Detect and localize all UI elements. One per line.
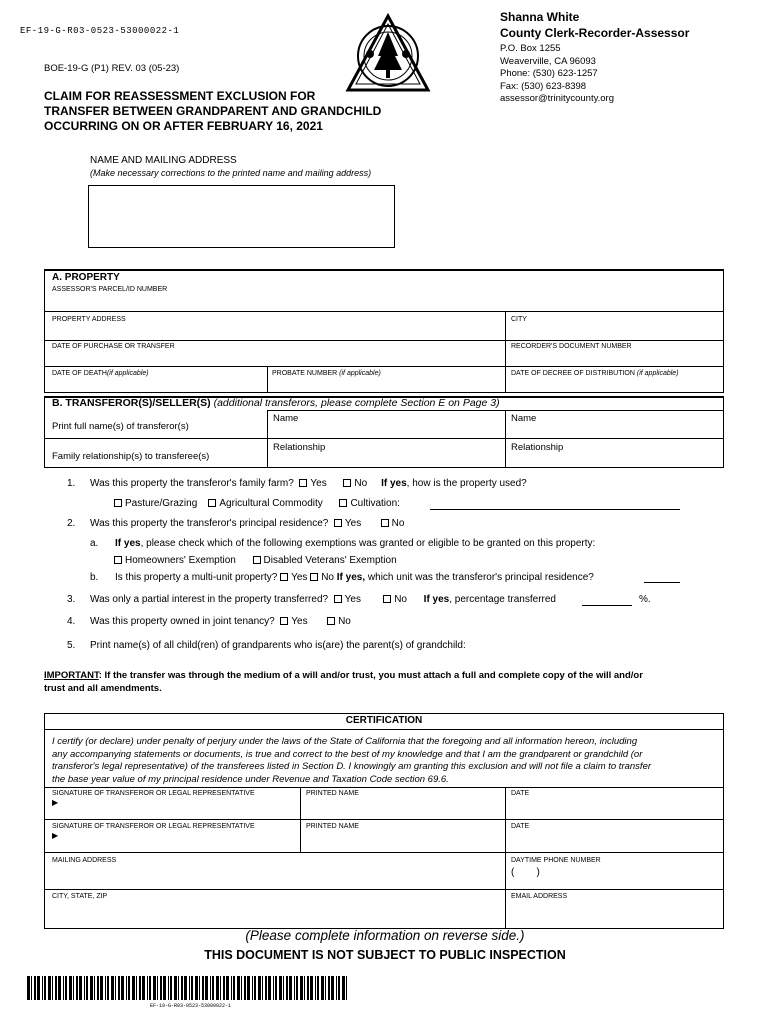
question-3: Was only a partial interest in the property transferred? Yes No If yes, percentage transferred (90, 594, 556, 605)
signature-arrow-2[interactable]: ▶ (52, 831, 59, 840)
county-seal-icon (340, 12, 436, 98)
q3-no-checkbox[interactable] (383, 595, 391, 603)
form-title: CLAIM FOR REASSESSMENT EXCLUSION FOR TRANSFER BETWEEN GRANDPARENT AND GRANDCHILD OCCURRING ON OR AFTER FEBRUARY 16, 2021 (44, 89, 382, 133)
question-1-number: 1. (67, 478, 76, 489)
unit-line[interactable] (644, 582, 680, 583)
agricultural-checkbox[interactable] (208, 499, 216, 507)
phone-field[interactable]: ( ) (511, 867, 540, 878)
email-label: EMAIL ADDRESS (511, 893, 568, 900)
phone-label: DAYTIME PHONE NUMBER (511, 857, 601, 864)
city-state-zip-label: CITY, STATE, ZIP (52, 893, 108, 900)
date-label-1: DATE (511, 790, 530, 797)
q4-no-checkbox[interactable] (327, 617, 335, 625)
transferor-names-label: Print full name(s) of transferor(s) (52, 421, 189, 432)
barcode (27, 976, 352, 1000)
certification-title: CERTIFICATION (44, 713, 724, 730)
q2-no-checkbox[interactable] (381, 519, 389, 527)
question-2-number: 2. (67, 518, 76, 529)
printed-name-label-1: PRINTED NAME (306, 790, 359, 797)
question-2a: If yes, please check which of the following exemptions was granted or eligible to be granted on this property: (115, 538, 596, 549)
question-5-number: 5. (67, 640, 76, 651)
family-relationship-label: Family relationship(s) to transferee(s) (52, 451, 210, 462)
mailing-label: NAME AND MAILING ADDRESS (90, 155, 237, 166)
q3-yes-checkbox[interactable] (334, 595, 342, 603)
city-label: CITY (511, 316, 527, 323)
q1-use-options: Pasture/Grazing Agricultural Commodity Cultivation: (114, 498, 400, 509)
signature-label-2: SIGNATURE OF TRANSFEROR OR LEGAL REPRESENTATIVE (52, 823, 255, 830)
question-4: Was this property owned in joint tenancy? Yes No (90, 616, 351, 627)
mailing-note: (Make necessary corrections to the printed name and mailing address) (90, 168, 372, 178)
signature-label-1: SIGNATURE OF TRANSFEROR OR LEGAL REPRESENTATIVE (52, 790, 255, 797)
q2-yes-checkbox[interactable] (334, 519, 342, 527)
question-5: Print name(s) of all child(ren) of grandparents who is(are) the parent(s) of grandchild: (90, 640, 466, 651)
signature-arrow-1[interactable]: ▶ (52, 798, 59, 807)
form-number: BOE-19-G (P1) REV. 03 (05-23) (44, 63, 180, 74)
purchase-date-label: DATE OF PURCHASE OR TRANSFER (52, 343, 175, 350)
relationship-field-1[interactable]: Relationship (273, 442, 326, 453)
question-1: Was this property the transferor's family farm? Yes No If yes, how is the property used? (90, 478, 527, 489)
percentage-line[interactable] (582, 605, 632, 606)
certification-text: I certify (or declare) under penalty of perjury under the laws of the State of California that the foregoing and all information hereon, including any accompanying statements or documents, is true and correct to the best of my knowledge and that I am the grandparent or grandchild (or transferor's legal representative) of the transferees listed in Section D. I knowingly am granting this exclusion and will not file a claim to transfer the base year value of my principal residence under Revenue and Taxation Code section 69.6. (52, 736, 652, 785)
barcode-text: EF-19-G-R03-0523-53000022-1 (150, 1003, 232, 1009)
official-block: Shanna White County Clerk-Recorder-Assessor (500, 10, 690, 40)
mailing-address-label: MAILING ADDRESS (52, 857, 117, 864)
cultivation-line[interactable] (430, 509, 680, 510)
important-notice: IMPORTANT: If the transfer was through the medium of a will and/or trust, you must attach a full and complete copy of the will and/or trust and all amendments. (44, 670, 643, 694)
decree-label: DATE OF DECREE OF DISTRIBUTION (if applicable) (511, 370, 679, 377)
q1-yes-checkbox[interactable] (299, 479, 307, 487)
section-b-title: B. TRANSFEROR(S)/SELLER(S) (additional transferors, please complete Section E on Page 3) (52, 397, 500, 409)
date-label-2: DATE (511, 823, 530, 830)
section-a-title: A. PROPERTY (52, 272, 120, 283)
percent-sign: %. (639, 594, 651, 605)
property-address-label: PROPERTY ADDRESS (52, 316, 126, 323)
form-code: EF-19-G-R03-0523-53000022-1 (20, 26, 180, 36)
pasture-checkbox[interactable] (114, 499, 122, 507)
q1-no-checkbox[interactable] (343, 479, 351, 487)
relationship-field-2[interactable]: Relationship (511, 442, 564, 453)
reverse-side-note: (Please complete information on reverse side.) (245, 928, 525, 943)
cultivation-checkbox[interactable] (339, 499, 347, 507)
question-2b: Is this property a multi-unit property? Yes No If yes, which unit was the transferor's principal residence? (115, 572, 594, 583)
exemption-options: Homeowners' Exemption Disabled Veterans' Exemption (114, 555, 397, 566)
name-field-1[interactable]: Name (273, 413, 299, 424)
q2b-yes-checkbox[interactable] (280, 573, 288, 581)
question-4-number: 4. (67, 616, 76, 627)
document-number-label: RECORDER'S DOCUMENT NUMBER (511, 343, 632, 350)
printed-name-label-2: PRINTED NAME (306, 823, 359, 830)
parcel-label: ASSESSOR'S PARCEL/ID NUMBER (52, 286, 168, 293)
veterans-checkbox[interactable] (253, 556, 261, 564)
public-inspection-notice: THIS DOCUMENT IS NOT SUBJECT TO PUBLIC INSPECTION (204, 948, 566, 962)
question-2a-number: a. (90, 538, 99, 549)
question-2b-number: b. (90, 572, 99, 583)
q4-yes-checkbox[interactable] (280, 617, 288, 625)
death-date-label: DATE OF DEATH(if applicable) (52, 370, 149, 377)
mailing-address-box[interactable] (88, 185, 395, 248)
question-3-number: 3. (67, 594, 76, 605)
probate-label: PROBATE NUMBER (if applicable) (272, 370, 381, 377)
official-address: P.O. Box 1255 Weaverville, CA 96093 Phone: (530) 623-1257 Fax: (530) 623-8398 assessor@trinitycounty.org (500, 43, 615, 104)
question-2: Was this property the transferor's principal residence? Yes No (90, 518, 405, 529)
q2b-no-checkbox[interactable] (310, 573, 318, 581)
homeowners-checkbox[interactable] (114, 556, 122, 564)
name-field-2[interactable]: Name (511, 413, 537, 424)
